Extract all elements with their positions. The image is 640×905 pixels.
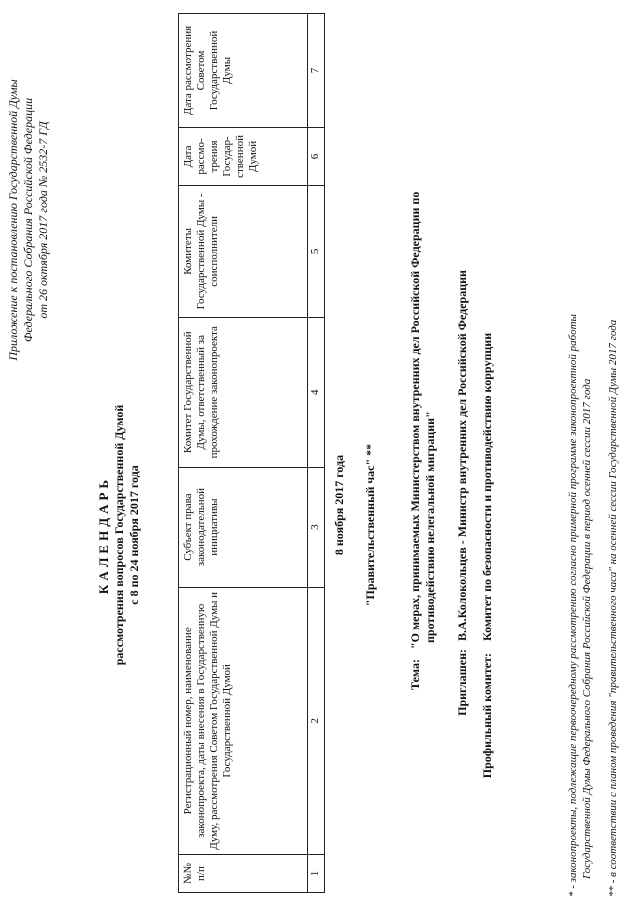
committee-value: Комитет по безопасности и противодействию коррупции — [480, 332, 494, 641]
col-number-2: 2 — [308, 587, 325, 855]
col-header-initiator: Субъект права законодательной инициативы — [179, 467, 308, 587]
footnote-1-line-2: Государственной Думы Федерального Собрания Российской Федерации в период осенней сессии 2017 года — [581, 378, 593, 879]
invited-row — [455, 0, 473, 905]
col-header-council-date: Дата рассмотрения Советом Государственной Думы — [179, 14, 308, 128]
table-number-row — [308, 14, 325, 893]
document-heading — [96, 315, 142, 755]
col-number-6: 6 — [308, 127, 325, 185]
col-header-co-committees: Комитеты Государственной Думы - соисполнители — [179, 185, 308, 317]
calendar-table — [178, 13, 325, 893]
col-header-number: №№ п/п — [179, 855, 308, 893]
footnotes — [566, 17, 620, 897]
col-number-3: 3 — [308, 467, 325, 587]
committee-label: Профильный комитет: — [480, 653, 494, 779]
committee-row — [480, 0, 498, 905]
government-hour-title: "Правительственный час" ** — [363, 443, 377, 607]
document-subtitle-1: рассмотрения вопросов Государственной Думой — [112, 404, 126, 666]
col-header-bill: Регистрационный номер, наименование законопроекта, даты внесения в Государственную Думу, рассмотрения Советом Государственной Думы и Государственной Думой — [179, 587, 308, 855]
invited-label: Приглашен: — [455, 649, 469, 716]
session-date: 8 ноября 2017 года — [332, 454, 346, 556]
theme-label: Тема: — [408, 659, 422, 690]
theme-line-1: "О мерах, принимаемых Министерством внутренних дел Российской Федерации по — [408, 191, 422, 649]
col-number-1: 1 — [308, 855, 325, 893]
col-number-7: 7 — [308, 14, 325, 128]
approval-line-2: Федерального Собрания Российской Федерации — [21, 97, 35, 343]
footnote-2: ** - в соответствии с планом проведения "правительственного часа" на осенней сессии Государственной Думы 2017 года — [607, 319, 619, 897]
col-header-responsible-committee: Комитет Государственной Думы, ответственный за прохождение законопроекта — [179, 317, 308, 467]
approval-line-3: от 26 октября 2017 года № 2532-7 ГД — [36, 121, 50, 319]
table-header-row — [179, 14, 308, 893]
theme-row — [408, 0, 442, 905]
approval-block — [6, 55, 51, 385]
document-title: КАЛЕНДАРЬ — [96, 475, 111, 595]
footnote-1-line-1: * - законопроекты, подлежащие первоочередному рассмотрению согласно примерной программе законопроектной работы — [567, 314, 579, 897]
col-number-4: 4 — [308, 317, 325, 467]
theme-line-2: противодействию нелегальной миграции" — [423, 411, 437, 643]
col-header-duma-date: Дата рассмо-трения Государ-ственной Думой — [179, 127, 308, 185]
document-subtitle-2: с 8 по 24 ноября 2017 года — [127, 465, 141, 605]
col-number-5: 5 — [308, 185, 325, 317]
invited-value: В.А.Колокольцев - Министр внутренних дел Российской Федерации — [455, 270, 469, 641]
approval-line-1: Приложение к постановлению Государственной Думы — [6, 79, 20, 361]
